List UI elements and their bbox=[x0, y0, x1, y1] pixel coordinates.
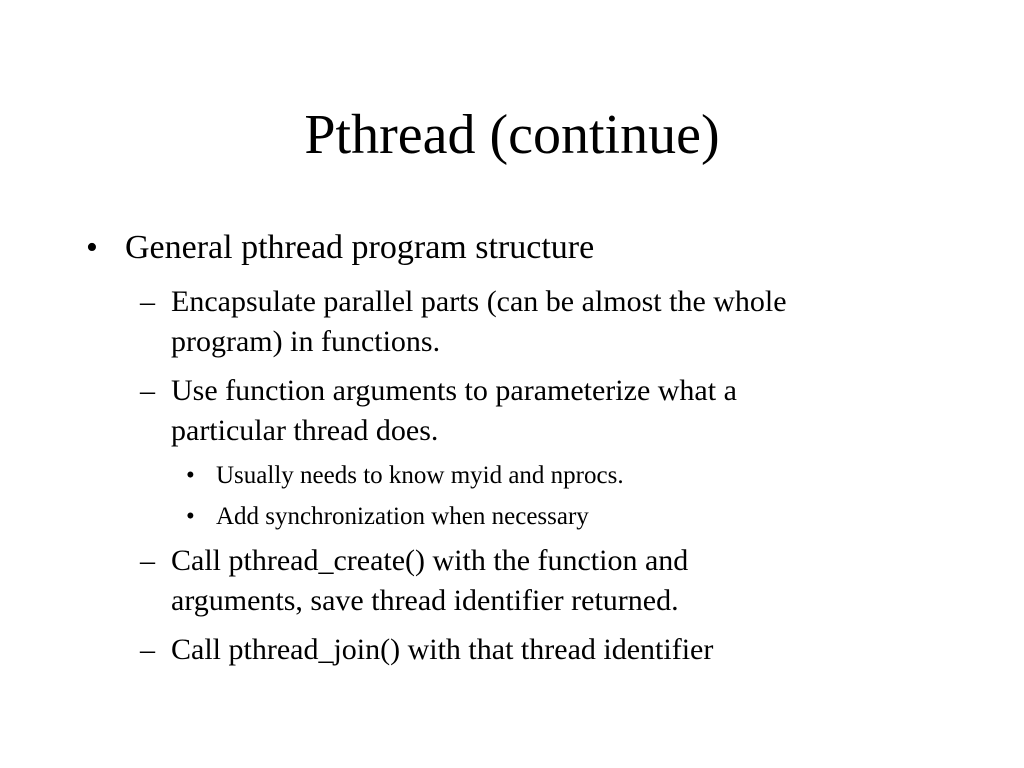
bullet-dot-icon: • bbox=[186, 462, 195, 489]
sub-bullet-text bbox=[171, 630, 961, 670]
sub-bullet-line: Call pthread_create() with the function and bbox=[171, 544, 689, 577]
sub-bullet-text bbox=[171, 541, 961, 621]
bullet-dot-icon: • bbox=[86, 229, 98, 266]
sub-bullet-line: particular thread does. bbox=[171, 414, 439, 447]
sub-bullet-text bbox=[171, 371, 961, 451]
slide-title: Pthread (continue) bbox=[304, 104, 720, 166]
sub-bullet-line: program) in functions. bbox=[171, 325, 441, 358]
sub-sub-bullet-text: Add synchronization when necessary bbox=[216, 503, 589, 530]
sub-bullet-text bbox=[171, 282, 961, 362]
sub-bullet-line: Call pthread_join() with that thread identifier bbox=[171, 633, 714, 666]
sub-bullet-line: Encapsulate parallel parts (can be almost the whole bbox=[171, 285, 787, 318]
dash-icon: – bbox=[140, 285, 155, 318]
bullet-dot-icon: • bbox=[186, 503, 195, 530]
dash-icon: – bbox=[140, 544, 155, 577]
dash-icon: – bbox=[140, 633, 155, 666]
sub-bullet-line: arguments, save thread identifier returned. bbox=[171, 584, 679, 617]
dash-icon: – bbox=[140, 374, 155, 407]
sub-bullet-line: Use function arguments to parameterize what a bbox=[171, 374, 737, 407]
bullet-text: General pthread program structure bbox=[125, 229, 595, 266]
sub-sub-bullet-text: Usually needs to know myid and nprocs. bbox=[216, 462, 624, 489]
